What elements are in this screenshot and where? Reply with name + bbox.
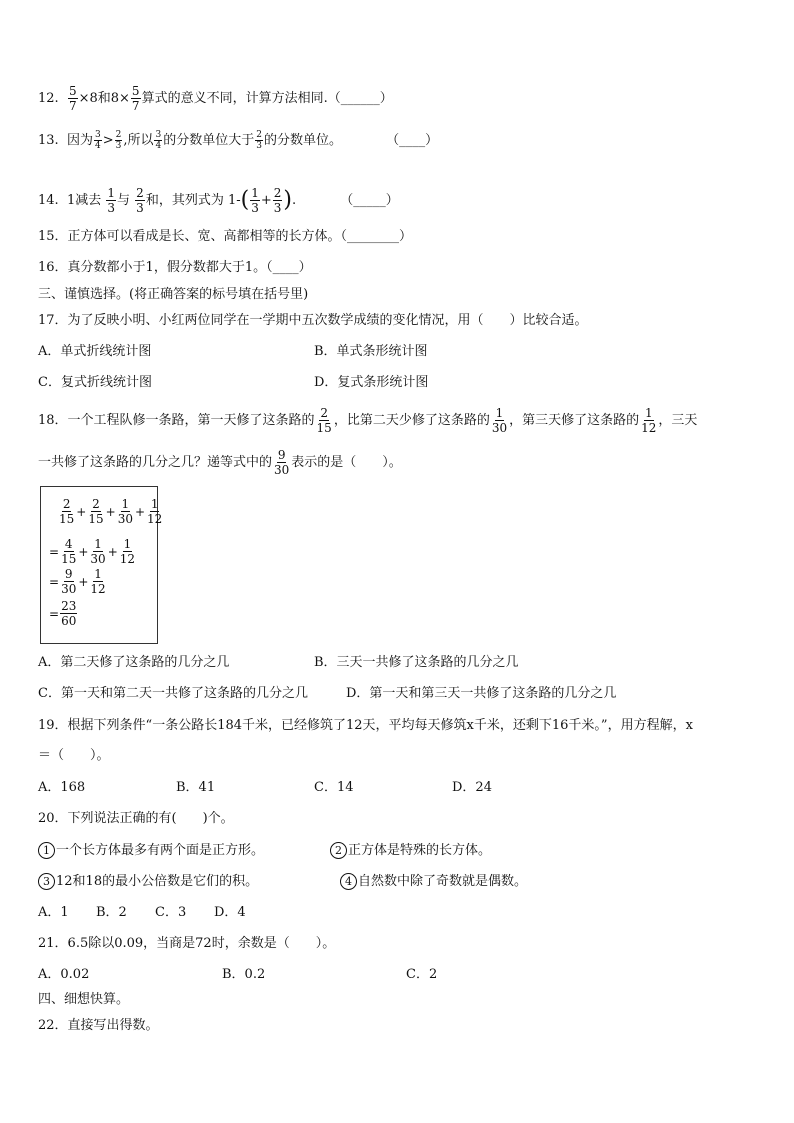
answer-blank[interactable]: ______ (340, 91, 380, 106)
question-17: 17．为了反映小明、小红两位同学在一学期中五次数学成绩的变化情况，用（ ）比较合适。 (38, 313, 588, 328)
fraction: $\frac{1}{3}$ (251, 186, 259, 215)
section-heading: 四、细想快算。 (38, 992, 130, 1007)
option-c[interactable]: C．复式折线统计图 (38, 375, 152, 390)
fraction: $\frac{2}{3}$ (136, 186, 144, 215)
option-c[interactable]: C．14 (314, 780, 354, 795)
answer-blank[interactable]: （____） (386, 133, 439, 148)
option-d[interactable]: D．4 (214, 905, 246, 920)
question-12: 12. $\frac{5}{7}$ ×8和8× $\frac{5}{7}$ 算式的意义不同，计算方法相同.（______） (38, 84, 393, 113)
circled-number: 2 (330, 842, 347, 859)
option-a[interactable]: A．单式折线统计图 (38, 344, 152, 359)
question-13: 13. 因为 $\frac{3}{4}$ > $\frac{2}{3}$ ,所以 $\frac{3}{4}$ 的分数单位大于 $\frac{2}{3}$ 的分数单位。 （____） (38, 130, 439, 151)
option-b[interactable]: B．2 (96, 905, 127, 920)
question-20: 20．下列说法正确的有( )个。 (38, 811, 234, 826)
circled-number: 3 (38, 873, 55, 890)
fraction: $\frac{2}{3}$ (273, 186, 282, 215)
statement-2: 2 正方体是特殊的长方体。 (330, 841, 491, 861)
circled-number: 1 (38, 842, 55, 859)
statement-1: 1 一个长方体最多有两个面是正方形。 (38, 841, 264, 861)
question-number: 12. (38, 91, 59, 106)
question-14: 14. 1减去 $\frac{1}{3}$ 与 $\frac{2}{3}$ 和，其列式为 1-( $\frac{1}{3}$ + $\frac{2}{3}$ ). （_____） (38, 186, 399, 215)
option-a[interactable]: A．168 (38, 780, 86, 795)
fraction: $\frac{2}{15}$ (316, 406, 332, 435)
fraction: $\frac{2}{3}$ (115, 130, 122, 151)
answer-blank[interactable]: （_____） (340, 193, 399, 208)
question-21: 21．6.5除以0.09，当商是72时，余数是（ ）。 (38, 936, 336, 951)
fraction: $\frac{5}{7}$ (68, 84, 77, 113)
calc-row-3: = $\frac{9}{30}$ + $\frac{1}{12}$ (49, 567, 106, 596)
option-d[interactable]: D．复式条形统计图 (314, 375, 429, 390)
statement-4: 4 自然数中除了奇数就是偶数。 (340, 872, 527, 892)
option-c[interactable]: C．第一天和第二天一共修了这条路的几分之几 (38, 686, 308, 701)
question-18-line2: 一共修了这条路的几分之几？递等式中的 $\frac{9}{30}$ 表示的是（ ）。 (38, 448, 402, 477)
option-b[interactable]: B．单式条形统计图 (314, 344, 428, 359)
question-16: 16．真分数都小于1，假分数都大于1。（____） (38, 260, 312, 275)
circled-number: 4 (340, 873, 357, 890)
question-15: 15．正方体可以看成是长、宽、高都相等的长方体。（________） (38, 229, 413, 244)
option-b[interactable]: B．41 (176, 780, 216, 795)
option-a[interactable]: A．0.02 (38, 967, 90, 982)
calc-row-1: $\frac{2}{15}$ + $\frac{2}{15}$ + $\frac{1}{30}$ + $\frac{1}{12}$ (59, 497, 163, 526)
fraction: $\frac{1}{12}$ (641, 406, 657, 435)
fraction: $\frac{2}{3}$ (256, 130, 262, 151)
calc-row-2: = $\frac{4}{15}$ + $\frac{1}{30}$ + $\frac{1}{12}$ (49, 537, 136, 566)
option-c[interactable]: C．3 (155, 905, 187, 920)
fraction: $\frac{9}{30}$ (274, 448, 290, 477)
question-19: 19．根据下列条件“一条公路长184千米，已经修筑了12天，平均每天修筑x千米，还剩下16千米。”，用方程解，x (38, 718, 693, 733)
option-a[interactable]: A．1 (38, 905, 69, 920)
calc-row-4: = $\frac{23}{60}$ (49, 599, 77, 628)
option-b[interactable]: B．三天一共修了这条路的几分之几 (314, 655, 519, 670)
option-c[interactable]: C．2 (406, 967, 438, 982)
statement-3: 3 12和18的最小公倍数是它们的积。 (38, 872, 258, 892)
option-d[interactable]: D．24 (452, 780, 492, 795)
section-heading: 三、谨慎选择。(将正确答案的标号填在括号里) (38, 287, 309, 302)
option-d[interactable]: D．第一天和第三天一共修了这条路的几分之几 (346, 686, 617, 701)
question-19-cont: ＝（ ）。 (38, 748, 110, 763)
calculation-box (40, 486, 163, 644)
option-b[interactable]: B．0.2 (222, 967, 266, 982)
fraction: $\frac{5}{7}$ (131, 84, 140, 113)
fraction: $\frac{3}{4}$ (155, 130, 162, 151)
fraction: $\frac{3}{4}$ (94, 130, 101, 151)
question-18-line1: 18．一个工程队修一条路，第一天修了这条路的 $\frac{2}{15}$ ，比第二天少修了这条路的 $\frac{1}{30}$ ，第三天修了这条路的 $\frac{1}{12}$ ，三天 (38, 406, 698, 435)
question-22: 22．直接写出得数。 (38, 1018, 159, 1033)
option-a[interactable]: A．第二天修了这条路的几分之几 (38, 655, 230, 670)
fraction: $\frac{1}{3}$ (107, 186, 116, 215)
fraction: $\frac{1}{30}$ (491, 406, 508, 435)
